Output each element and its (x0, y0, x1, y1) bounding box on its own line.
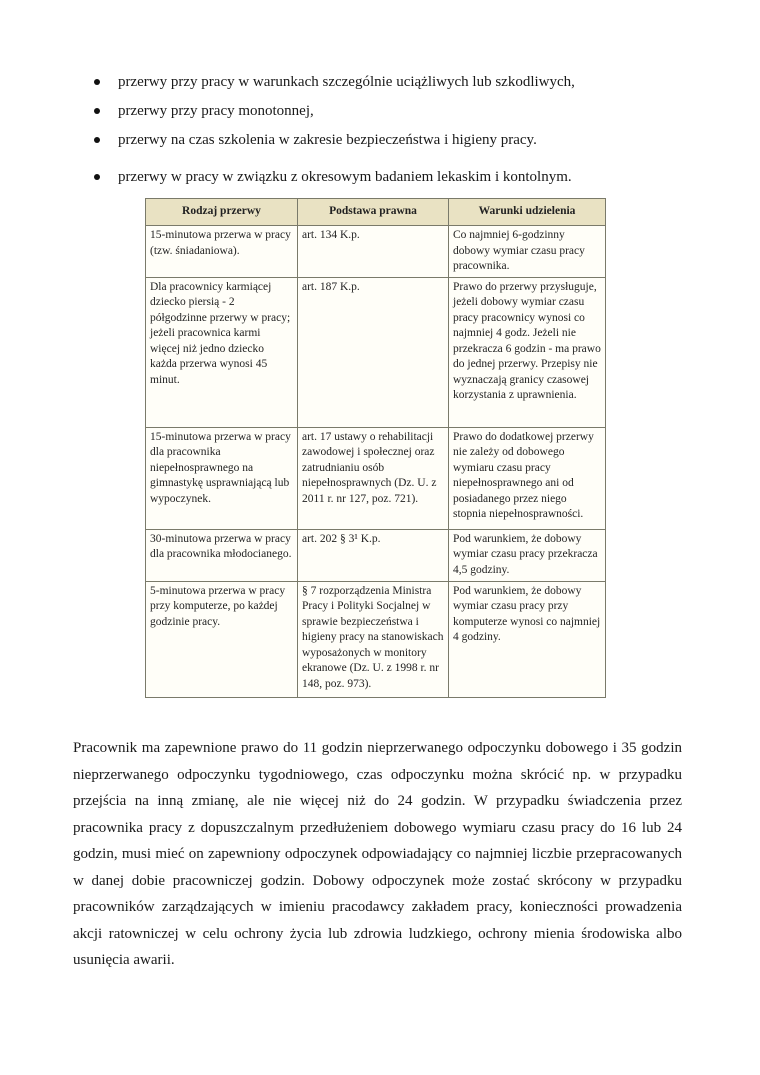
table-cell: art. 187 K.p. (298, 277, 449, 427)
table-cell: art. 17 ustawy o rehabilitacji zawodowej i społecznej oraz zatrudnianiu osób niepełnosprawnych (Dz. U. z 2011 r. nr 127, poz. 721). (298, 427, 449, 529)
table-cell: art. 134 K.p. (298, 226, 449, 278)
table-cell: art. 202 § 3¹ K.p. (298, 529, 449, 581)
bullet-item (94, 101, 714, 121)
table-cell: 30-minutowa przerwa w pracy dla pracownika młodocianego. (146, 529, 298, 581)
table-cell: Pod warunkiem, że dobowy wymiar czasu pracy przy komputerze wynosi co najmniej 4 godziny. (449, 581, 606, 698)
table-cell: Prawo do dodatkowej przerwy nie zależy od dobowego wymiaru czasu pracy niepełnosprawnego ani od posiadanego przez niego stopnia niepełnosprawności. (449, 427, 606, 529)
header-break-type: Rodzaj przerwy (146, 199, 298, 226)
bullet-dot-icon (94, 79, 100, 85)
bullet-item (94, 72, 714, 92)
table-cell: Dla pracownicy karmiącej dziecko piersią - 2 półgodzinne przerwy w pracy; jeżeli pracownica karmi więcej niż jedno dziecko każda przerwa wynosi 45 minut. (146, 277, 298, 427)
table-header-row (146, 199, 606, 226)
table-row (146, 226, 606, 278)
table-cell: § 7 rozporządzenia Ministra Pracy i Polityki Socjalnej w sprawie bezpieczeństwa i higieny pracy na stanowiskach wyposażonych w monitory ekranowe (Dz. U. z 1998 r. nr 148, poz. 973). (298, 581, 449, 698)
header-legal-basis: Podstawa prawna (298, 199, 449, 226)
bullet-text: przerwy na czas szkolenia w zakresie bezpieczeństwa i higieny pracy. (118, 132, 537, 148)
table-row (146, 277, 606, 427)
table-cell: 15-minutowa przerwa w pracy (tzw. śniadaniowa). (146, 226, 298, 278)
table-cell: 15-minutowa przerwa w pracy dla pracownika niepełnosprawnego na gimnastykę usprawniającą lub wypoczynek. (146, 427, 298, 529)
bullet-item (94, 130, 714, 150)
table-cell: Co najmniej 6-godzinny dobowy wymiar czasu pracy pracownika. (449, 226, 606, 278)
bullet-text: przerwy przy pracy w warunkach szczególnie uciążliwych lub szkodliwych, (118, 74, 575, 90)
table-cell: 5-minutowa przerwa w pracy przy komputerze, po każdej godzinie pracy. (146, 581, 298, 698)
bullet-text: przerwy przy pracy monotonnej, (118, 103, 314, 119)
bullet-dot-icon (94, 174, 100, 180)
body-paragraph: Pracownik ma zapewnione prawo do 11 godzin nieprzerwanego odpoczynku dobowego i 35 godzin nieprzerwanego odpoczynku tygodniowego, czas odpoczynku można skrócić np. w przypadku przejścia na inną zmianę, ale nie więcej niż do 24 godzin. W przypadku świadczenia przez pracownika pracy z dopuszczalnym przedłużeniem dobowego wymiaru czasu pracy do 16 lub 24 godzin, musi mieć on zapewniony odpoczynek odpowiadający co najmniej liczbie przepracowanych w danej dobie pracowniczej godzin. Dobowy odpoczynek może zostać skrócony w przypadku pracowników zarządzających w imieniu pracodawcy zakładem pracy, konieczności prowadzenia akcji ratowniczej w celu ochrony życia lub zdrowia ludzkiego, ochrony mienia środowiska albo usunięcia awarii. (73, 740, 682, 968)
breaks-table (145, 198, 606, 698)
table-row (146, 581, 606, 698)
breaks-table-image (145, 198, 606, 698)
bullet-list (94, 72, 714, 196)
table-cell: Prawo do przerwy przysługuje, jeżeli dobowy wymiar czasu pracy pracownicy wynosi co najmniej 4 godz. Jeżeli nie przekracza 6 godzin - ma prawo do jednej przerwy. Przepisy nie wyznaczają granicy czasowej korzystania z uprawnienia. (449, 277, 606, 427)
bullet-dot-icon (94, 108, 100, 114)
table-row (146, 529, 606, 581)
table-row (146, 427, 606, 529)
bullet-text: przerwy w pracy w związku z okresowym badaniem lekaskim i kontolnym. (118, 169, 572, 185)
bullet-dot-icon (94, 137, 100, 143)
bullet-item (94, 167, 714, 187)
header-conditions: Warunki udzielenia (449, 199, 606, 226)
table-cell: Pod warunkiem, że dobowy wymiar czasu pracy przekracza 4,5 godziny. (449, 529, 606, 581)
